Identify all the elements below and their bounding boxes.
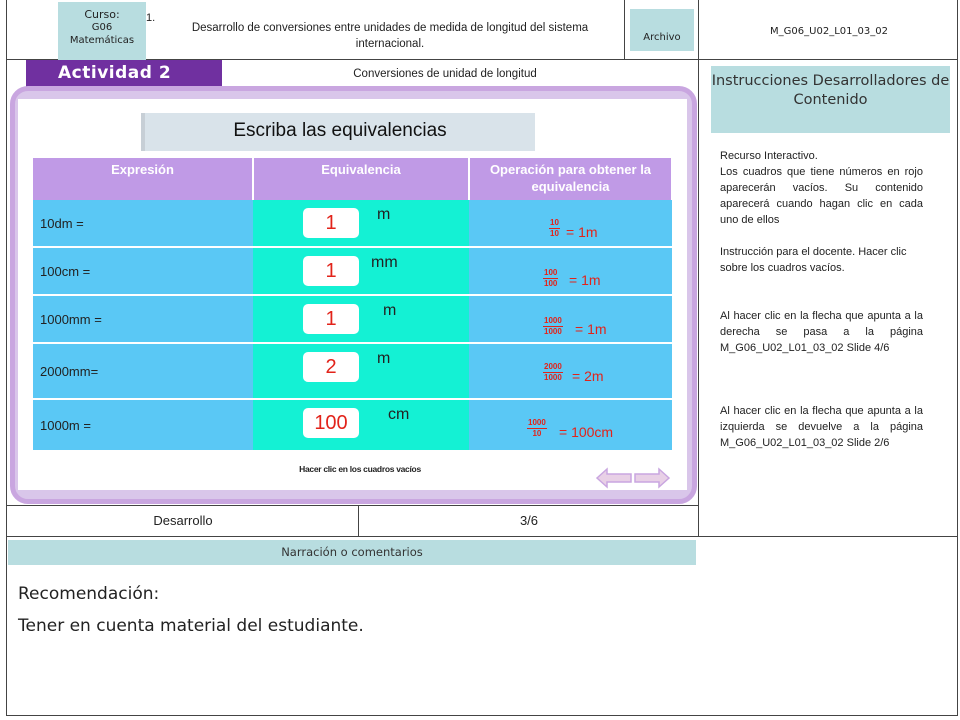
operation-cell bbox=[469, 295, 672, 343]
fraction-denominator: 1000 bbox=[544, 373, 562, 382]
fraction-numerator: 1000 bbox=[544, 316, 562, 325]
fraction bbox=[543, 362, 563, 383]
table-row bbox=[33, 399, 672, 451]
instruction-p3: Instrucción para el docente. Hacer clic sobre los cuadros vacíos. bbox=[720, 246, 907, 274]
instruction-banner: Escriba las equivalencias bbox=[141, 113, 535, 151]
table-row bbox=[33, 343, 672, 399]
resource-code: M_G06_U02_L01_03_02 bbox=[770, 26, 888, 37]
operation-result: = 100cm bbox=[559, 424, 614, 440]
fraction-numerator: 100 bbox=[544, 268, 558, 277]
operation-result: = 1m bbox=[575, 321, 607, 337]
fraction bbox=[543, 316, 563, 337]
answer-box[interactable]: 1 bbox=[303, 304, 359, 334]
expression-cell: 1000m = bbox=[33, 399, 253, 451]
operation-result: = 1m bbox=[569, 272, 601, 288]
expression-cell: 100cm = bbox=[33, 247, 253, 295]
operation-result: = 2m bbox=[572, 368, 604, 384]
column-header-expression: Expresión bbox=[33, 158, 253, 200]
expression-cell: 2000mm= bbox=[33, 343, 253, 399]
column-header-equivalence: Equivalencia bbox=[253, 158, 469, 200]
expression-cell: 1000mm = bbox=[33, 295, 253, 343]
fraction-numerator: 10 bbox=[550, 218, 559, 227]
operation-cell bbox=[469, 343, 672, 399]
fraction bbox=[549, 218, 560, 239]
instruction-p1: Recurso Interactivo. bbox=[720, 150, 818, 162]
instruction-p4: Al hacer clic en la flecha que apunta a la derecha se pasa a la página M_G06_U02_L01_03_02 Slide 4/6 bbox=[720, 310, 923, 354]
archivo-button[interactable]: Archivo bbox=[630, 9, 694, 51]
operation-cell bbox=[469, 247, 672, 295]
expression-cell: 10dm = bbox=[33, 200, 253, 247]
activity-badge: Actividad 2 bbox=[26, 60, 222, 87]
column-header-operation: Operación para obtener la equivalencia bbox=[469, 158, 672, 200]
fraction-numerator: 1000 bbox=[528, 418, 546, 427]
hint-text: Hacer clic en los cuadros vacíos bbox=[299, 464, 421, 474]
row-divider bbox=[358, 505, 359, 536]
equivalence-cell bbox=[253, 247, 469, 295]
fraction-denominator: 10 bbox=[550, 229, 559, 238]
course-box bbox=[58, 2, 146, 60]
operation-cell bbox=[469, 200, 672, 247]
section-label: Desarrollo bbox=[153, 513, 213, 528]
equivalence-cell bbox=[253, 343, 469, 399]
unit-label: m bbox=[377, 350, 391, 367]
arrow-right-icon[interactable] bbox=[634, 467, 670, 489]
table-row bbox=[33, 200, 672, 247]
fraction-denominator: 100 bbox=[544, 279, 558, 288]
fraction-denominator: 1000 bbox=[544, 327, 562, 336]
course-label: Curso: bbox=[84, 8, 120, 21]
instruction-p2: Los cuadros que tiene números en rojo aparecerán vacíos. Su contenido aparecerá cuando hagan clic en cada uno de ellos bbox=[720, 166, 923, 226]
answer-box[interactable]: 1 bbox=[303, 256, 359, 286]
lesson-title: Desarrollo de conversiones entre unidades de medida de longitud del sistema internacional. bbox=[191, 22, 589, 50]
fraction-numerator: 2000 bbox=[544, 362, 562, 371]
lesson-number: 1. bbox=[146, 12, 156, 24]
equivalence-cell bbox=[253, 399, 469, 451]
table-row bbox=[33, 295, 672, 343]
operation-cell bbox=[469, 399, 672, 451]
unit-label: m bbox=[377, 206, 391, 223]
row-line-1 bbox=[6, 505, 698, 506]
answer-box[interactable]: 1 bbox=[303, 208, 359, 238]
unit-label: m bbox=[383, 302, 397, 319]
header-divider-2 bbox=[698, 0, 699, 536]
narration-bar: Narración o comentarios bbox=[8, 540, 696, 565]
activity-subtitle: Conversiones de unidad de longitud bbox=[353, 68, 537, 80]
operation-result: = 1m bbox=[566, 224, 598, 240]
table-row bbox=[33, 247, 672, 295]
fraction-denominator: 10 bbox=[532, 429, 542, 438]
fraction bbox=[543, 268, 558, 289]
slide-counter: 3/6 bbox=[519, 513, 539, 528]
border-bottom bbox=[6, 715, 958, 716]
equivalence-table bbox=[33, 158, 673, 452]
recommendation-text: Tener en cuenta material del estudiante. bbox=[18, 616, 364, 636]
equivalence-cell bbox=[253, 295, 469, 343]
unit-label: cm bbox=[388, 406, 410, 423]
recommendation-heading: Recomendación: bbox=[18, 584, 160, 604]
answer-box[interactable]: 100 bbox=[303, 408, 359, 438]
arrow-left-icon[interactable] bbox=[596, 467, 632, 489]
header-divider-1 bbox=[624, 0, 625, 59]
border-right bbox=[957, 0, 958, 716]
instruction-p5: Al hacer clic en la flecha que apunta a la izquierda se devuelve a la página M_G06_U02_L01_03_02 Slide 2/6 bbox=[720, 405, 923, 449]
course-value: G06 Matemáticas bbox=[69, 22, 135, 46]
answer-box[interactable]: 2 bbox=[303, 352, 359, 382]
row-line-2 bbox=[6, 536, 958, 537]
border-left bbox=[6, 0, 7, 716]
equivalence-cell bbox=[253, 200, 469, 247]
instructions-heading: Instrucciones Desarrolladores de Contenido bbox=[711, 66, 950, 133]
fraction bbox=[527, 418, 547, 439]
unit-label: mm bbox=[371, 254, 398, 271]
